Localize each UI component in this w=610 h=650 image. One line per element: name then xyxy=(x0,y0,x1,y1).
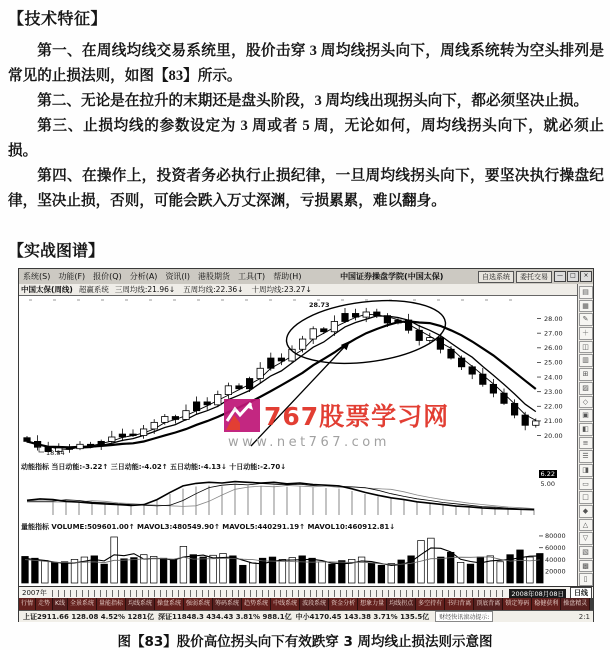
paragraph-1: 第一、在周线均线交易系统里，股价击穿 3 周均线拐头向下，周线系统转为空头排列是常见的止损法则，如图【83】所示。 xyxy=(8,43,604,84)
indicator-tab[interactable]: 走势 xyxy=(36,598,53,610)
menu-item[interactable]: 分析(A) xyxy=(129,272,158,281)
toolbar-icon[interactable]: □ xyxy=(579,491,593,504)
date-axis-start: 2007年 xyxy=(22,589,47,597)
ma-readout: 五周均线:22.36↓ xyxy=(183,285,244,294)
menu-item[interactable]: 帮助(H) xyxy=(273,272,302,281)
stock-terminal-screenshot xyxy=(18,268,594,622)
window-title: 中国证券操盘学院(中国太保) xyxy=(340,272,444,281)
section-title-practice-chart: 【实战图谱】 xyxy=(8,241,105,260)
svg-text:26.00: 26.00 xyxy=(544,344,563,353)
minimize-button[interactable]: — xyxy=(554,271,566,282)
momentum-value-badge: 6.22 xyxy=(540,470,555,478)
svg-text:28.73: 28.73 xyxy=(309,301,330,309)
svg-text:80000: 80000 xyxy=(545,532,566,541)
maximize-button[interactable]: □ xyxy=(567,271,579,282)
paragraph-4: 第四、在操作上，投资者务必执行止损纪律，一旦周均线拐头向下，要坚决执行操盘纪律，坚决止损，否则，可能会跌入万丈深渊，亏损累累，难以翻身。 xyxy=(8,168,604,209)
toolbar-icon[interactable]: ≡ xyxy=(579,437,593,450)
indicator-tab[interactable]: 锁定筹码 xyxy=(503,598,532,610)
toolbar-icon[interactable]: ▨ xyxy=(579,382,593,395)
svg-text:20000: 20000 xyxy=(545,567,566,576)
volume-label: 量能指标 VOLUME:509601.00↑ MAVOL3:480549.90↑ MAVOL5:440291.19↑ MAVOL10:460912.81↓ xyxy=(21,523,396,531)
menu-bar xyxy=(19,269,593,285)
indicator-tab[interactable]: 书归背离 xyxy=(445,598,474,610)
svg-text:28.00: 28.00 xyxy=(544,314,563,323)
indicator-tab[interactable]: 中线系统 xyxy=(271,598,300,610)
svg-text:18.84: 18.84 xyxy=(46,449,65,457)
momentum-pane xyxy=(19,462,577,522)
momentum-value-sub: 5.00 xyxy=(540,480,555,488)
toolbar-icon[interactable]: ▦ xyxy=(579,300,593,313)
indicator-tab[interactable]: 稳健获利 xyxy=(532,598,561,610)
text-content xyxy=(8,6,604,214)
current-date-badge: 2008年08月08日 xyxy=(511,589,564,598)
title-buttons xyxy=(478,271,554,283)
toolbar-icon[interactable]: ▣ xyxy=(579,409,593,422)
index-quote: 上证2911.66 128.08 4.52% 1281亿 xyxy=(23,612,154,621)
indicator-tab[interactable]: 均线拐点 xyxy=(387,598,416,610)
toolbar-icon[interactable]: ▥ xyxy=(579,354,593,367)
svg-text:23.00: 23.00 xyxy=(544,387,563,396)
menu-item[interactable]: 港股期货 xyxy=(198,272,231,281)
menu-item[interactable]: 工具(T) xyxy=(238,272,266,281)
watermark-url: www.net767.com xyxy=(228,435,390,450)
toolbar-icon[interactable]: ▭ xyxy=(579,478,593,491)
volume-pane xyxy=(19,522,577,586)
svg-text:24.00: 24.00 xyxy=(544,373,563,382)
period-selector[interactable]: 日线 xyxy=(570,587,592,599)
toolbar-icon[interactable]: ⊞ xyxy=(579,368,593,381)
indicator-tab[interactable]: 量能指标 xyxy=(97,598,126,610)
status-ratio: 2:1 xyxy=(578,612,590,621)
toolbar-icon[interactable]: ◨ xyxy=(579,464,593,477)
svg-text:60000: 60000 xyxy=(545,544,566,553)
news-ticker: 财经快讯滚动提示: xyxy=(435,611,493,622)
paragraph-2: 第二、无论是在拉升的末期还是盘头阶段，3 周均线出现拐头向下，都必须坚决止损。 xyxy=(37,93,589,109)
toolbar-icon[interactable]: ▽ xyxy=(579,532,593,545)
momentum-label: 动能指标 当日动能:-3.22↑ 三日动能:-4.02↑ 五日动能:-4.13↓ 十日动能:-2.70↓ xyxy=(21,463,287,471)
svg-text:20.00: 20.00 xyxy=(544,431,563,440)
indicator-tab[interactable]: 资金分析 xyxy=(329,598,358,610)
indicator-tab[interactable]: 顶底背离 xyxy=(474,598,503,610)
indicator-tab[interactable]: 筹码系统 xyxy=(213,598,242,610)
menu-item[interactable]: 功能(F) xyxy=(58,272,86,281)
toolbar-icon[interactable]: ▩ xyxy=(579,560,593,573)
menu-items xyxy=(19,271,305,282)
svg-text:25.00: 25.00 xyxy=(544,358,563,367)
toolbar-icon[interactable]: ◫ xyxy=(579,341,593,354)
indicator-tab[interactable]: 多空持有 xyxy=(416,598,445,610)
menu-item[interactable]: 系统(S) xyxy=(23,272,51,281)
indicator-tab[interactable]: 操盘系统 xyxy=(155,598,184,610)
toolbar-icon[interactable]: ☰ xyxy=(579,450,593,463)
svg-text:40000: 40000 xyxy=(545,555,566,564)
indicator-tab[interactable]: 全景系统 xyxy=(68,598,97,610)
indicator-tab[interactable]: 波段系统 xyxy=(300,598,329,610)
watermark-logo-icon xyxy=(224,399,260,432)
menu-item[interactable]: 资讯(I) xyxy=(165,272,191,281)
watermark-site-name: 767股票学习网 xyxy=(264,402,450,431)
toolbar-icon[interactable]: ◧ xyxy=(579,423,593,436)
indicator-tabs-row xyxy=(19,598,593,610)
title-bar-button[interactable]: 委托交易 xyxy=(516,271,552,283)
indicator-tab[interactable]: 行情 xyxy=(19,598,36,610)
index-quote: 中小4170.45 143.38 3.71% 135.5亿 xyxy=(295,612,430,621)
toolbar-icon[interactable]: ▯ xyxy=(579,573,593,586)
toolbar-icon[interactable]: ◇ xyxy=(579,396,593,409)
indicator-tab[interactable]: K线 xyxy=(53,598,68,610)
toolbar-icon[interactable]: ▧ xyxy=(579,546,593,559)
toolbar-icon[interactable]: ✎ xyxy=(579,313,593,326)
date-tick-strip[interactable] xyxy=(52,590,508,597)
ma-readout: 三周均线:21.96↓ xyxy=(114,285,176,294)
indicator-tab[interactable]: 想象力量 xyxy=(358,598,387,610)
indicator-tab[interactable]: 均线系统 xyxy=(126,598,155,610)
close-button[interactable]: × xyxy=(580,271,592,282)
figure-caption: 图【83】股价高位拐头向下有效跌穿 3 周均线止损法则示意图 xyxy=(117,634,493,650)
svg-text:21.00: 21.00 xyxy=(544,417,563,426)
system-label: 超赢系统 xyxy=(78,285,109,294)
market-indices xyxy=(19,612,429,622)
ma-readouts xyxy=(115,284,312,295)
svg-text:27.00: 27.00 xyxy=(544,329,563,338)
toolbar-icon[interactable]: △ xyxy=(579,519,593,532)
paragraph-3: 第三、止损均线的参数设定为 3 周或者 5 周，无论如何，周均线拐头向下，就必须止损。 xyxy=(8,118,604,159)
svg-text:22.00: 22.00 xyxy=(544,402,563,411)
window-controls xyxy=(554,271,593,282)
toolbar-icon[interactable]: ＋ xyxy=(579,327,593,340)
ma-readout: 十周均线:23.27↓ xyxy=(251,285,312,294)
toolbar-icon[interactable]: ◆ xyxy=(579,505,593,518)
status-bar xyxy=(19,610,593,622)
section-title-technical-features: 【技术特征】 xyxy=(8,9,108,28)
title-bar-button[interactable]: 自选系统 xyxy=(478,271,514,283)
indicator-tab[interactable]: 趋势系统 xyxy=(242,598,271,610)
index-quote: 深证11848.3 434.43 3.81% 988.1亿 xyxy=(157,612,292,621)
right-toolbar xyxy=(577,284,593,586)
symbol-label: 中国太保(周线) xyxy=(21,285,73,294)
toolbar-icon[interactable]: ▤ xyxy=(579,286,593,299)
indicator-tab[interactable]: 操盘精灵 xyxy=(561,598,590,610)
menu-item[interactable]: 报价(Q) xyxy=(93,272,122,281)
watermark xyxy=(224,397,449,450)
indicator-tab[interactable]: 强弱系统 xyxy=(184,598,213,610)
quote-info-bar xyxy=(19,284,593,296)
